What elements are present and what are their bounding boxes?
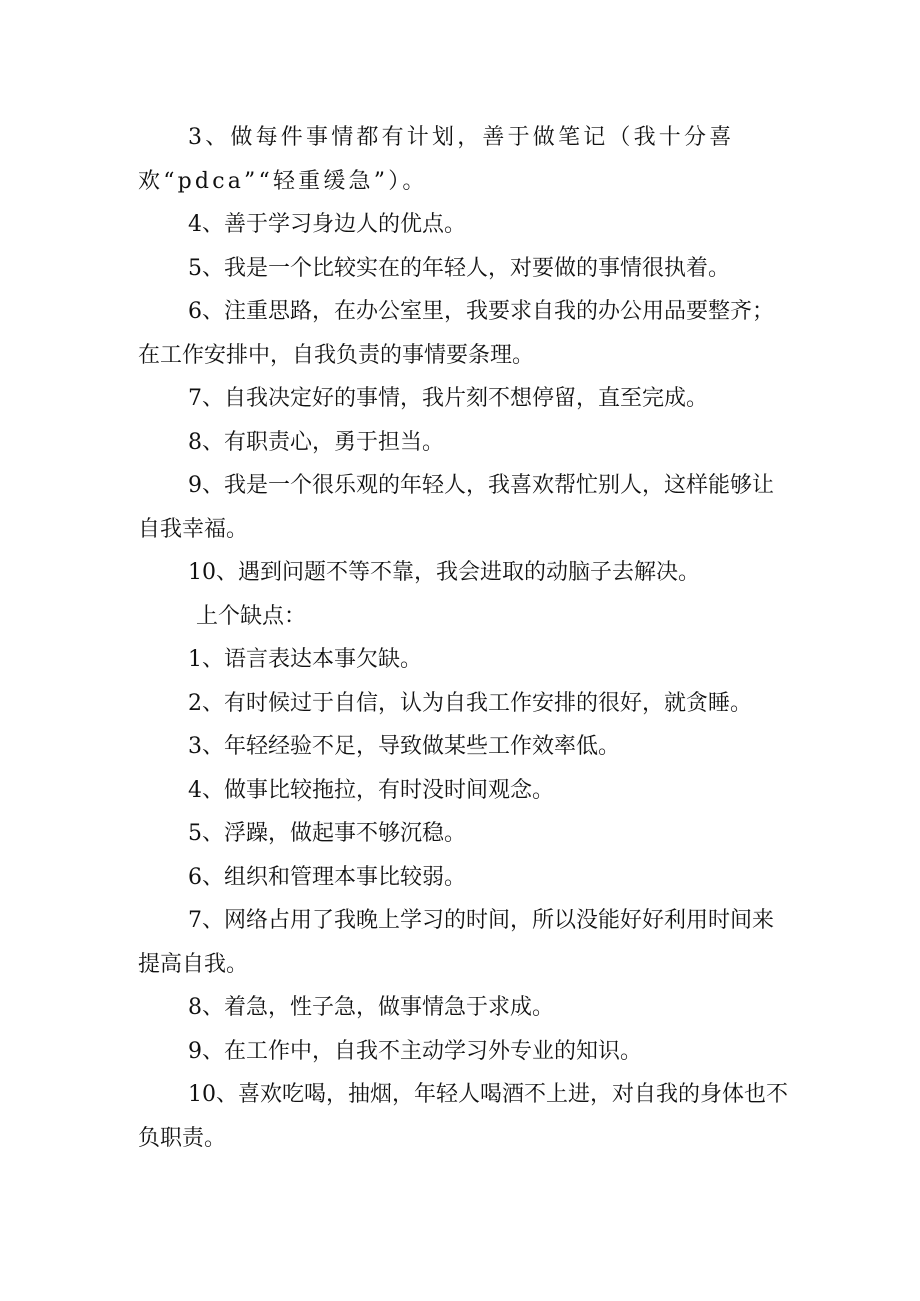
weakness-item-1: 1、语言表达本事欠缺。 [188, 647, 422, 672]
weaknesses-heading: 上个缺点： [196, 603, 307, 629]
weakness-item-2: 2、有时候过于自信，认为自我工作安排的很好，就贪睡。 [188, 690, 752, 716]
strength-item-7: 7、自我决定好的事情，我片刻不想停留，直至完成。 [188, 386, 708, 411]
weakness-item-8: 8、着急，性子急，做事情急于求成。 [188, 995, 554, 1020]
weakness-item-10: 10、喜欢吃喝，抽烟，年轻人喝酒不上进，对自我的身体也不负职责。 [138, 1082, 788, 1151]
strength-item-8: 8、有职责心，勇于担当。 [188, 429, 444, 455]
strength-item-4: 4、善于学习身边人的优点。 [188, 212, 466, 237]
weakness-item-4: 4、做事比较拖拉，有时没时间观念。 [188, 777, 554, 803]
document-body [138, 116, 788, 1160]
strength-item-10: 10、遇到问题不等不靠，我会进取的动脑子去解决。 [188, 560, 700, 585]
weakness-item-6: 6、组织和管理本事比较弱。 [188, 864, 466, 890]
strength-item-9: 9、我是一个很乐观的年轻人，我喜欢帮忙别人，这样能够让自我幸福。 [138, 473, 774, 542]
weakness-item-3: 3、年轻经验不足，导致做某些工作效率低。 [188, 734, 620, 759]
strength-item-5: 5、我是一个比较实在的年轻人，对要做的事情很执着。 [188, 255, 730, 281]
strength-item-3: 3、做每件事情都有计划，善于做笔记（我十分喜欢“pdca”“轻重缓急”）。 [138, 125, 735, 194]
weakness-item-9: 9、在工作中，自我不主动学习外专业的知识。 [188, 1038, 642, 1064]
weakness-item-7: 7、网络占用了我晚上学习的时间，所以没能好好利用时间来提高自我。 [138, 908, 774, 977]
weakness-item-5: 5、浮躁，做起事不够沉稳。 [188, 821, 466, 846]
strength-item-6: 6、注重思路，在办公室里，我要求自我的办公用品要整齐；在工作安排中，自我负责的事情要条理。 [138, 299, 774, 368]
